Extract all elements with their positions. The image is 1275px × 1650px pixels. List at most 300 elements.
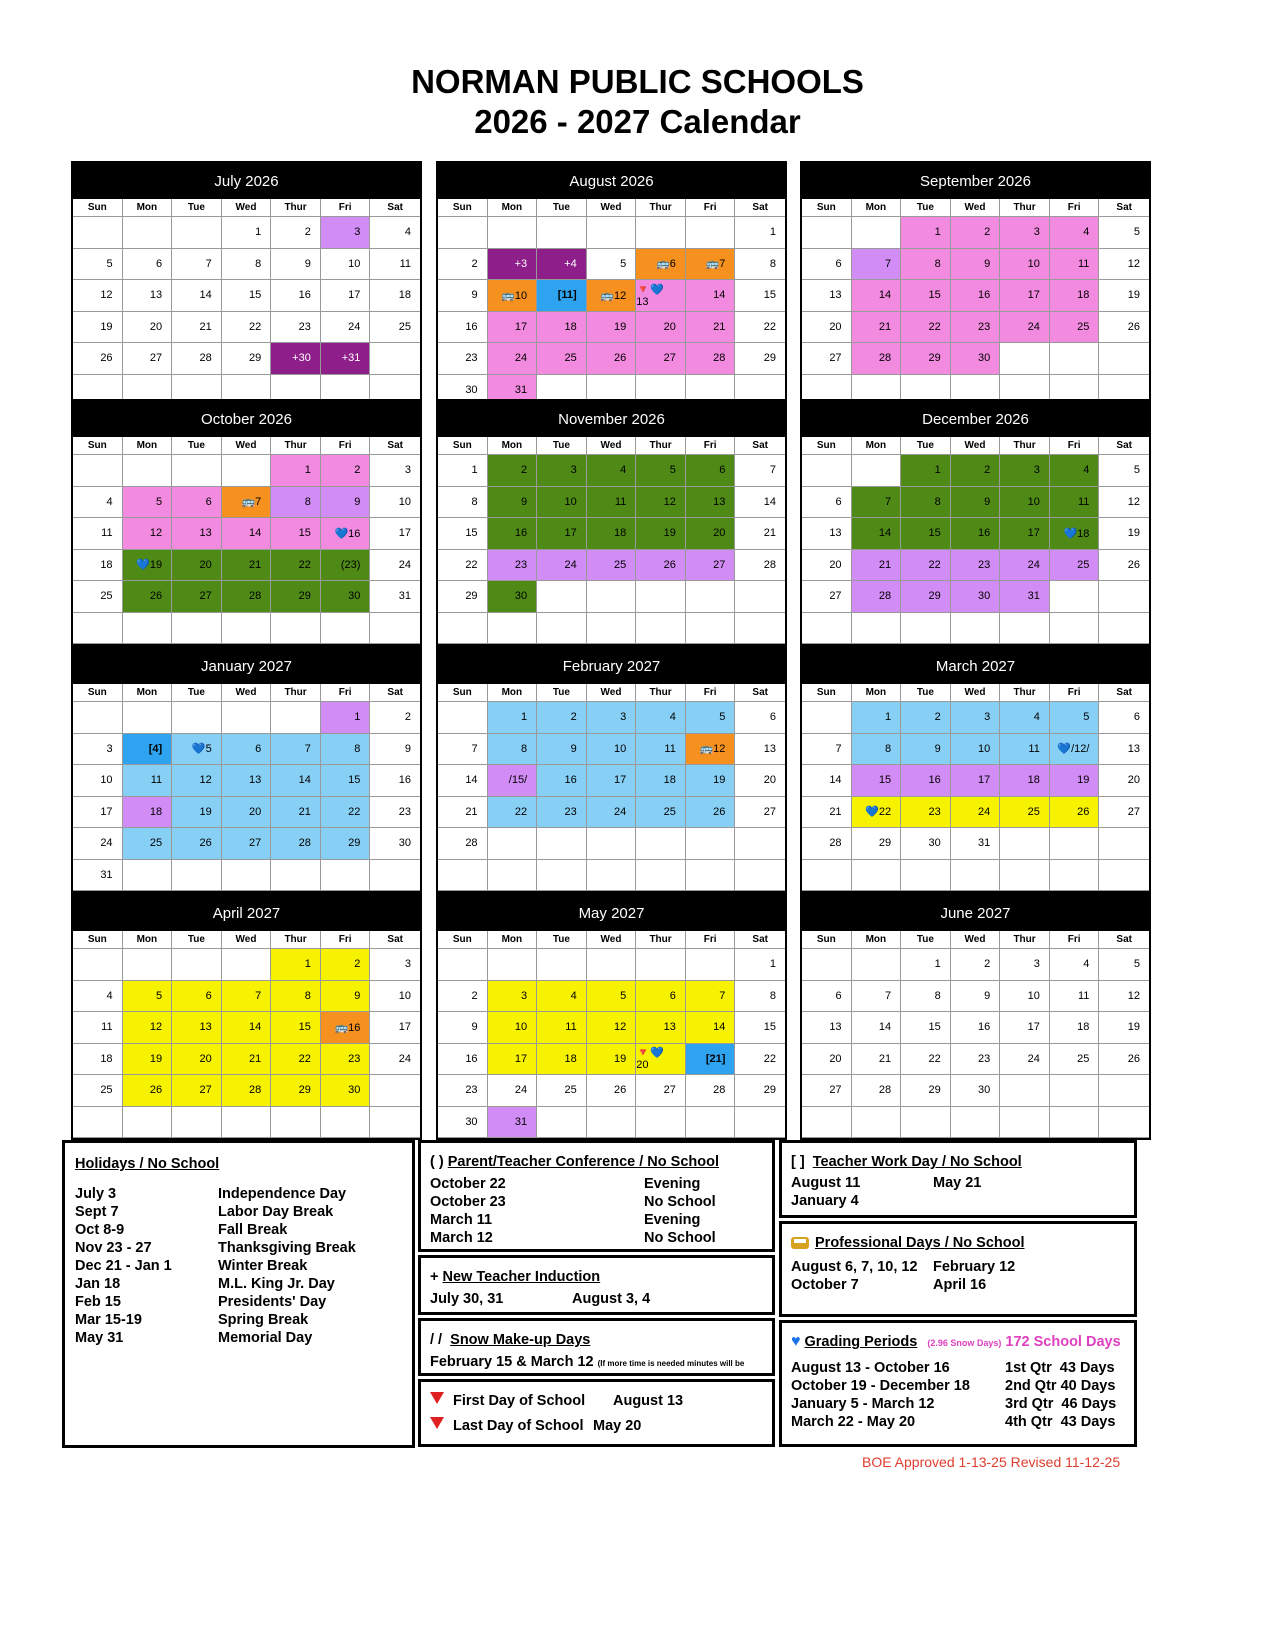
day-cell: 28 [852,343,902,375]
day-cell [587,828,637,860]
workday-date-a: August 11 [791,1175,861,1191]
day-cell: 13 [1099,734,1149,766]
weekday-header: Sun [438,931,488,949]
day-cell [537,1107,587,1139]
day-cell: 6 [172,981,222,1013]
day-cell: 18 [1000,765,1050,797]
month-grid [73,684,420,891]
weekday-header: Wed [951,437,1001,455]
day-cell: 13 [802,280,852,312]
day-cell: 9 [951,981,1001,1013]
day-cell: 9 [488,487,538,519]
day-cell: 💙19 [123,550,173,582]
day-cell [852,949,902,981]
day-cell: 22 [321,797,371,829]
day-cell: 16 [438,1044,488,1076]
grading-list [791,1359,1125,1431]
day-cell: 26 [73,343,123,375]
weekday-header: Sat [1099,931,1149,949]
day-cell: 7 [686,981,736,1013]
weekday-header: Thur [271,199,321,217]
holiday-row [75,1185,402,1203]
weekday-header: Mon [488,437,538,455]
day-cell: +4 [537,249,587,281]
day-cell: 22 [901,312,951,344]
weekday-header: Thur [271,684,321,702]
day-cell: 1 [901,217,951,249]
weekday-header: Fri [321,199,371,217]
day-cell: 15 [735,280,785,312]
weekday-header: Thur [636,199,686,217]
holiday-date: May 31 [75,1330,124,1346]
day-cell: 26 [587,1075,637,1107]
day-cell: 14 [852,280,902,312]
day-cell [951,860,1001,892]
day-cell: 29 [901,581,951,613]
holiday-name: Fall Break [218,1222,288,1238]
day-cell: 2 [951,455,1001,487]
grading-periods-legend [779,1320,1137,1447]
weekday-header: Thur [271,437,321,455]
month-grid [438,437,785,644]
day-cell: 13 [172,1012,222,1044]
day-cell: 5 [587,249,637,281]
day-cell [636,860,686,892]
day-cell: 8 [901,981,951,1013]
weekday-header: Wed [222,684,272,702]
day-cell: 21 [172,312,222,344]
day-cell: 14 [852,1012,902,1044]
day-cell: 5 [123,981,173,1013]
day-cell: 26 [636,550,686,582]
day-cell: 🚌7 [686,249,736,281]
day-cell: 4 [1050,217,1100,249]
day-cell: 6 [1099,702,1149,734]
day-cell: 🚌12 [686,734,736,766]
weekday-header: Sat [735,437,785,455]
day-cell: 1 [222,217,272,249]
day-cell: 💙/12/ [1050,734,1100,766]
day-cell: 6 [735,702,785,734]
day-cell: 6 [636,981,686,1013]
day-cell [852,613,902,645]
day-cell: 17 [488,1044,538,1076]
grading-range: August 13 - October 16 [791,1360,950,1376]
day-cell [321,613,371,645]
day-cell: 30 [321,1075,371,1107]
day-cell [735,581,785,613]
day-cell: 8 [271,487,321,519]
day-cell: 1 [852,702,902,734]
day-cell: 29 [438,581,488,613]
day-cell: +30 [271,343,321,375]
weekday-header: Fri [321,437,371,455]
day-cell [636,949,686,981]
day-cell: 30 [488,581,538,613]
day-cell: 20 [1099,765,1149,797]
day-cell: 12 [1099,981,1149,1013]
calendar-december-2026 [800,399,1151,646]
conference-title: Parent/Teacher Conference / No School [447,1154,719,1170]
weekday-header: Mon [123,199,173,217]
day-cell: 2 [321,949,371,981]
holidays-legend [62,1140,415,1448]
day-cell: 🚌12 [587,280,637,312]
day-cell: 20 [222,797,272,829]
day-cell [587,613,637,645]
weekday-header: Fri [1050,684,1100,702]
day-cell [636,828,686,860]
first-day-date: August 13 [613,1393,684,1409]
day-cell: 23 [438,343,488,375]
day-cell: 4 [537,981,587,1013]
day-cell [73,949,123,981]
day-cell: 25 [1050,1044,1100,1076]
day-cell: 10 [1000,981,1050,1013]
prof-date-c: October 7 [791,1277,859,1293]
day-cell: 26 [587,343,637,375]
day-cell: 25 [537,1075,587,1107]
holiday-name: Memorial Day [218,1330,313,1346]
day-cell: 15 [321,765,371,797]
day-cell: 12 [587,1012,637,1044]
day-cell: 20 [636,312,686,344]
day-cell: 3 [1000,949,1050,981]
weekday-header: Sat [1099,684,1149,702]
day-cell [686,860,736,892]
weekday-header: Thur [636,437,686,455]
day-cell: [21] [686,1044,736,1076]
day-cell: 19 [1099,280,1149,312]
conference-date: October 23 [430,1194,506,1210]
weekday-header: Mon [488,931,538,949]
calendar-june-2027 [800,893,1151,1140]
day-cell: 26 [123,1075,173,1107]
day-cell [222,702,272,734]
weekday-header: Fri [686,684,736,702]
day-cell: 🔻💙20 [636,1044,686,1076]
grading-quarter: 2nd Qtr 40 Days [1005,1378,1116,1394]
day-cell: 11 [587,487,637,519]
weekday-header: Fri [686,199,736,217]
month-grid [438,199,785,406]
day-cell: 28 [438,828,488,860]
weekday-header: Tue [901,437,951,455]
day-cell [686,828,736,860]
day-cell [172,1107,222,1139]
day-cell: 22 [901,550,951,582]
day-cell [1000,1075,1050,1107]
grading-total-days: 172 School Days [1005,1334,1121,1350]
weekday-header: Tue [901,931,951,949]
day-cell: 13 [222,765,272,797]
day-cell [537,860,587,892]
holiday-name: Thanksgiving Break [218,1240,356,1256]
day-cell: 28 [852,1075,902,1107]
day-cell: 7 [802,734,852,766]
calendar-april-2027 [71,893,422,1140]
day-cell: 14 [735,487,785,519]
holiday-row [75,1257,402,1275]
day-cell [370,1107,420,1139]
day-cell: 19 [73,312,123,344]
day-cell: 1 [488,702,538,734]
day-cell [1099,343,1149,375]
day-cell: 11 [73,518,123,550]
day-cell: 21 [802,797,852,829]
weekday-header: Sun [438,684,488,702]
day-cell [537,949,587,981]
weekday-header: Tue [537,437,587,455]
workday-prefix: [ ] [791,1154,805,1170]
day-cell: 22 [438,550,488,582]
holiday-row [75,1203,402,1221]
day-cell: 17 [1000,280,1050,312]
day-cell: 6 [686,455,736,487]
weekday-header: Thur [1000,931,1050,949]
day-cell [172,702,222,734]
weekday-header: Wed [222,437,272,455]
weekday-header: Sat [370,437,420,455]
induction-dates-b: August 3, 4 [572,1291,651,1307]
day-cell: 26 [1099,312,1149,344]
day-cell: 9 [438,280,488,312]
day-cell [901,860,951,892]
day-cell [636,217,686,249]
day-cell [1099,860,1149,892]
holiday-date: Oct 8-9 [75,1222,125,1238]
weekday-header: Tue [172,199,222,217]
day-cell: 11 [636,734,686,766]
day-cell: 29 [222,343,272,375]
day-cell: 15 [901,280,951,312]
day-cell: 🚌6 [636,249,686,281]
grading-snow-days: (2.96 Snow Days) [927,1338,1002,1348]
holiday-name: Winter Break [218,1258,308,1274]
weekday-header: Mon [852,199,902,217]
day-cell [1099,1107,1149,1139]
day-cell [587,581,637,613]
day-cell [852,455,902,487]
day-cell: /15/ [488,765,538,797]
day-cell: +3 [488,249,538,281]
day-cell: 29 [852,828,902,860]
weekday-header: Sun [802,931,852,949]
weekday-header: Sat [735,931,785,949]
weekday-header: Mon [852,437,902,455]
day-cell: 12 [1099,249,1149,281]
day-cell: 31 [488,1107,538,1139]
weekday-header: Fri [1050,199,1100,217]
induction-title: New Teacher Induction [442,1269,601,1285]
day-cell: 24 [1000,1044,1050,1076]
day-cell: 5 [1099,455,1149,487]
conference-type: No School [644,1194,716,1210]
weekday-header: Wed [222,199,272,217]
day-cell [488,949,538,981]
day-cell: 29 [901,1075,951,1107]
teacher-work-day-legend [779,1140,1137,1218]
day-cell [686,613,736,645]
day-cell: 💙18 [1050,518,1100,550]
calendar-february-2027 [436,646,787,893]
day-cell [1050,860,1100,892]
month-title: June 2027 [802,895,1149,931]
day-cell [686,1107,736,1139]
day-cell: 27 [172,581,222,613]
day-cell: 4 [73,981,123,1013]
day-cell: 2 [951,949,1001,981]
day-cell [172,860,222,892]
weekday-header: Mon [852,684,902,702]
day-cell: 18 [73,1044,123,1076]
day-cell: 17 [321,280,371,312]
day-cell: 7 [852,249,902,281]
day-cell: 22 [735,1044,785,1076]
day-cell: 18 [587,518,637,550]
approval-note: BOE Approved 1-13-25 Revised 11-12-25 [862,1454,1121,1470]
day-cell: 29 [271,581,321,613]
holiday-row [75,1275,402,1293]
day-cell: 27 [636,343,686,375]
day-cell: 19 [1050,765,1100,797]
day-cell: 2 [321,455,371,487]
day-cell [852,217,902,249]
day-cell: 7 [852,487,902,519]
day-cell: 10 [73,765,123,797]
day-cell: 8 [852,734,902,766]
day-cell: 24 [537,550,587,582]
day-cell: 8 [735,981,785,1013]
day-cell: 16 [271,280,321,312]
day-cell: 12 [636,487,686,519]
day-cell: 3 [1000,455,1050,487]
calendar-july-2026 [71,161,422,408]
day-cell: 20 [802,312,852,344]
day-cell: 18 [370,280,420,312]
day-cell [271,1107,321,1139]
day-cell: 24 [1000,312,1050,344]
day-cell: 7 [735,455,785,487]
day-cell: 16 [537,765,587,797]
day-cell: 2 [438,981,488,1013]
day-cell: 5 [1050,702,1100,734]
weekday-header: Sat [1099,199,1149,217]
day-cell: 22 [901,1044,951,1076]
conference-list [430,1175,763,1247]
day-cell [438,702,488,734]
day-cell: 22 [271,550,321,582]
day-cell: 14 [172,280,222,312]
day-cell: 11 [1050,981,1100,1013]
month-grid [73,437,420,644]
day-cell [123,949,173,981]
weekday-header: Sat [370,199,420,217]
holiday-date: Feb 15 [75,1294,121,1310]
day-cell [123,455,173,487]
day-cell [370,1075,420,1107]
day-cell: 28 [735,550,785,582]
day-cell: 21 [852,550,902,582]
weekday-header: Tue [901,199,951,217]
weekday-header: Thur [636,931,686,949]
day-cell: 1 [271,455,321,487]
day-cell [438,949,488,981]
day-cell: 8 [488,734,538,766]
day-cell: 27 [222,828,272,860]
day-cell: 18 [537,1044,587,1076]
day-cell [271,702,321,734]
day-cell: 6 [802,981,852,1013]
weekday-header: Fri [1050,437,1100,455]
day-cell [1050,343,1100,375]
day-cell: 10 [951,734,1001,766]
day-cell [1050,1075,1100,1107]
month-title: March 2027 [802,648,1149,684]
day-cell: 8 [901,487,951,519]
day-cell: 31 [73,860,123,892]
weekday-header: Mon [488,684,538,702]
day-cell: 20 [735,765,785,797]
day-cell: 8 [271,981,321,1013]
day-cell: 13 [735,734,785,766]
day-cell: 2 [370,702,420,734]
weekday-header: Tue [172,437,222,455]
conference-type: No School [644,1230,716,1246]
conference-date: March 12 [430,1230,493,1246]
day-cell: 12 [123,1012,173,1044]
day-cell: 11 [537,1012,587,1044]
holiday-row [75,1221,402,1239]
month-grid [802,931,1149,1138]
holiday-date: Jan 18 [75,1276,121,1292]
weekday-header: Wed [587,684,637,702]
day-cell: 24 [488,343,538,375]
day-cell: 21 [735,518,785,550]
day-cell [1099,613,1149,645]
day-cell: 4 [587,455,637,487]
day-cell [802,949,852,981]
calendar-september-2026 [800,161,1151,408]
day-cell: 21 [222,550,272,582]
day-cell: 20 [686,518,736,550]
day-cell: 17 [537,518,587,550]
holidays-list [75,1185,402,1347]
day-cell: 12 [172,765,222,797]
day-cell: 9 [321,487,371,519]
conference-row [430,1193,763,1211]
day-cell: 23 [370,797,420,829]
day-cell: 1 [901,455,951,487]
day-cell: 30 [951,1075,1001,1107]
day-cell: 27 [123,343,173,375]
day-cell [438,860,488,892]
snow-title: Snow Make-up Days [450,1332,591,1348]
day-cell: 30 [951,581,1001,613]
day-cell: 14 [802,765,852,797]
day-cell: 13 [123,280,173,312]
day-cell: 25 [73,581,123,613]
day-cell: 28 [686,343,736,375]
day-cell: 11 [73,1012,123,1044]
conference-legend [418,1140,775,1252]
day-cell: 3 [1000,217,1050,249]
day-cell: 12 [1099,487,1149,519]
day-cell: 30 [438,1107,488,1139]
calendar-november-2026 [436,399,787,646]
day-cell: 20 [172,1044,222,1076]
day-cell: 19 [587,312,637,344]
